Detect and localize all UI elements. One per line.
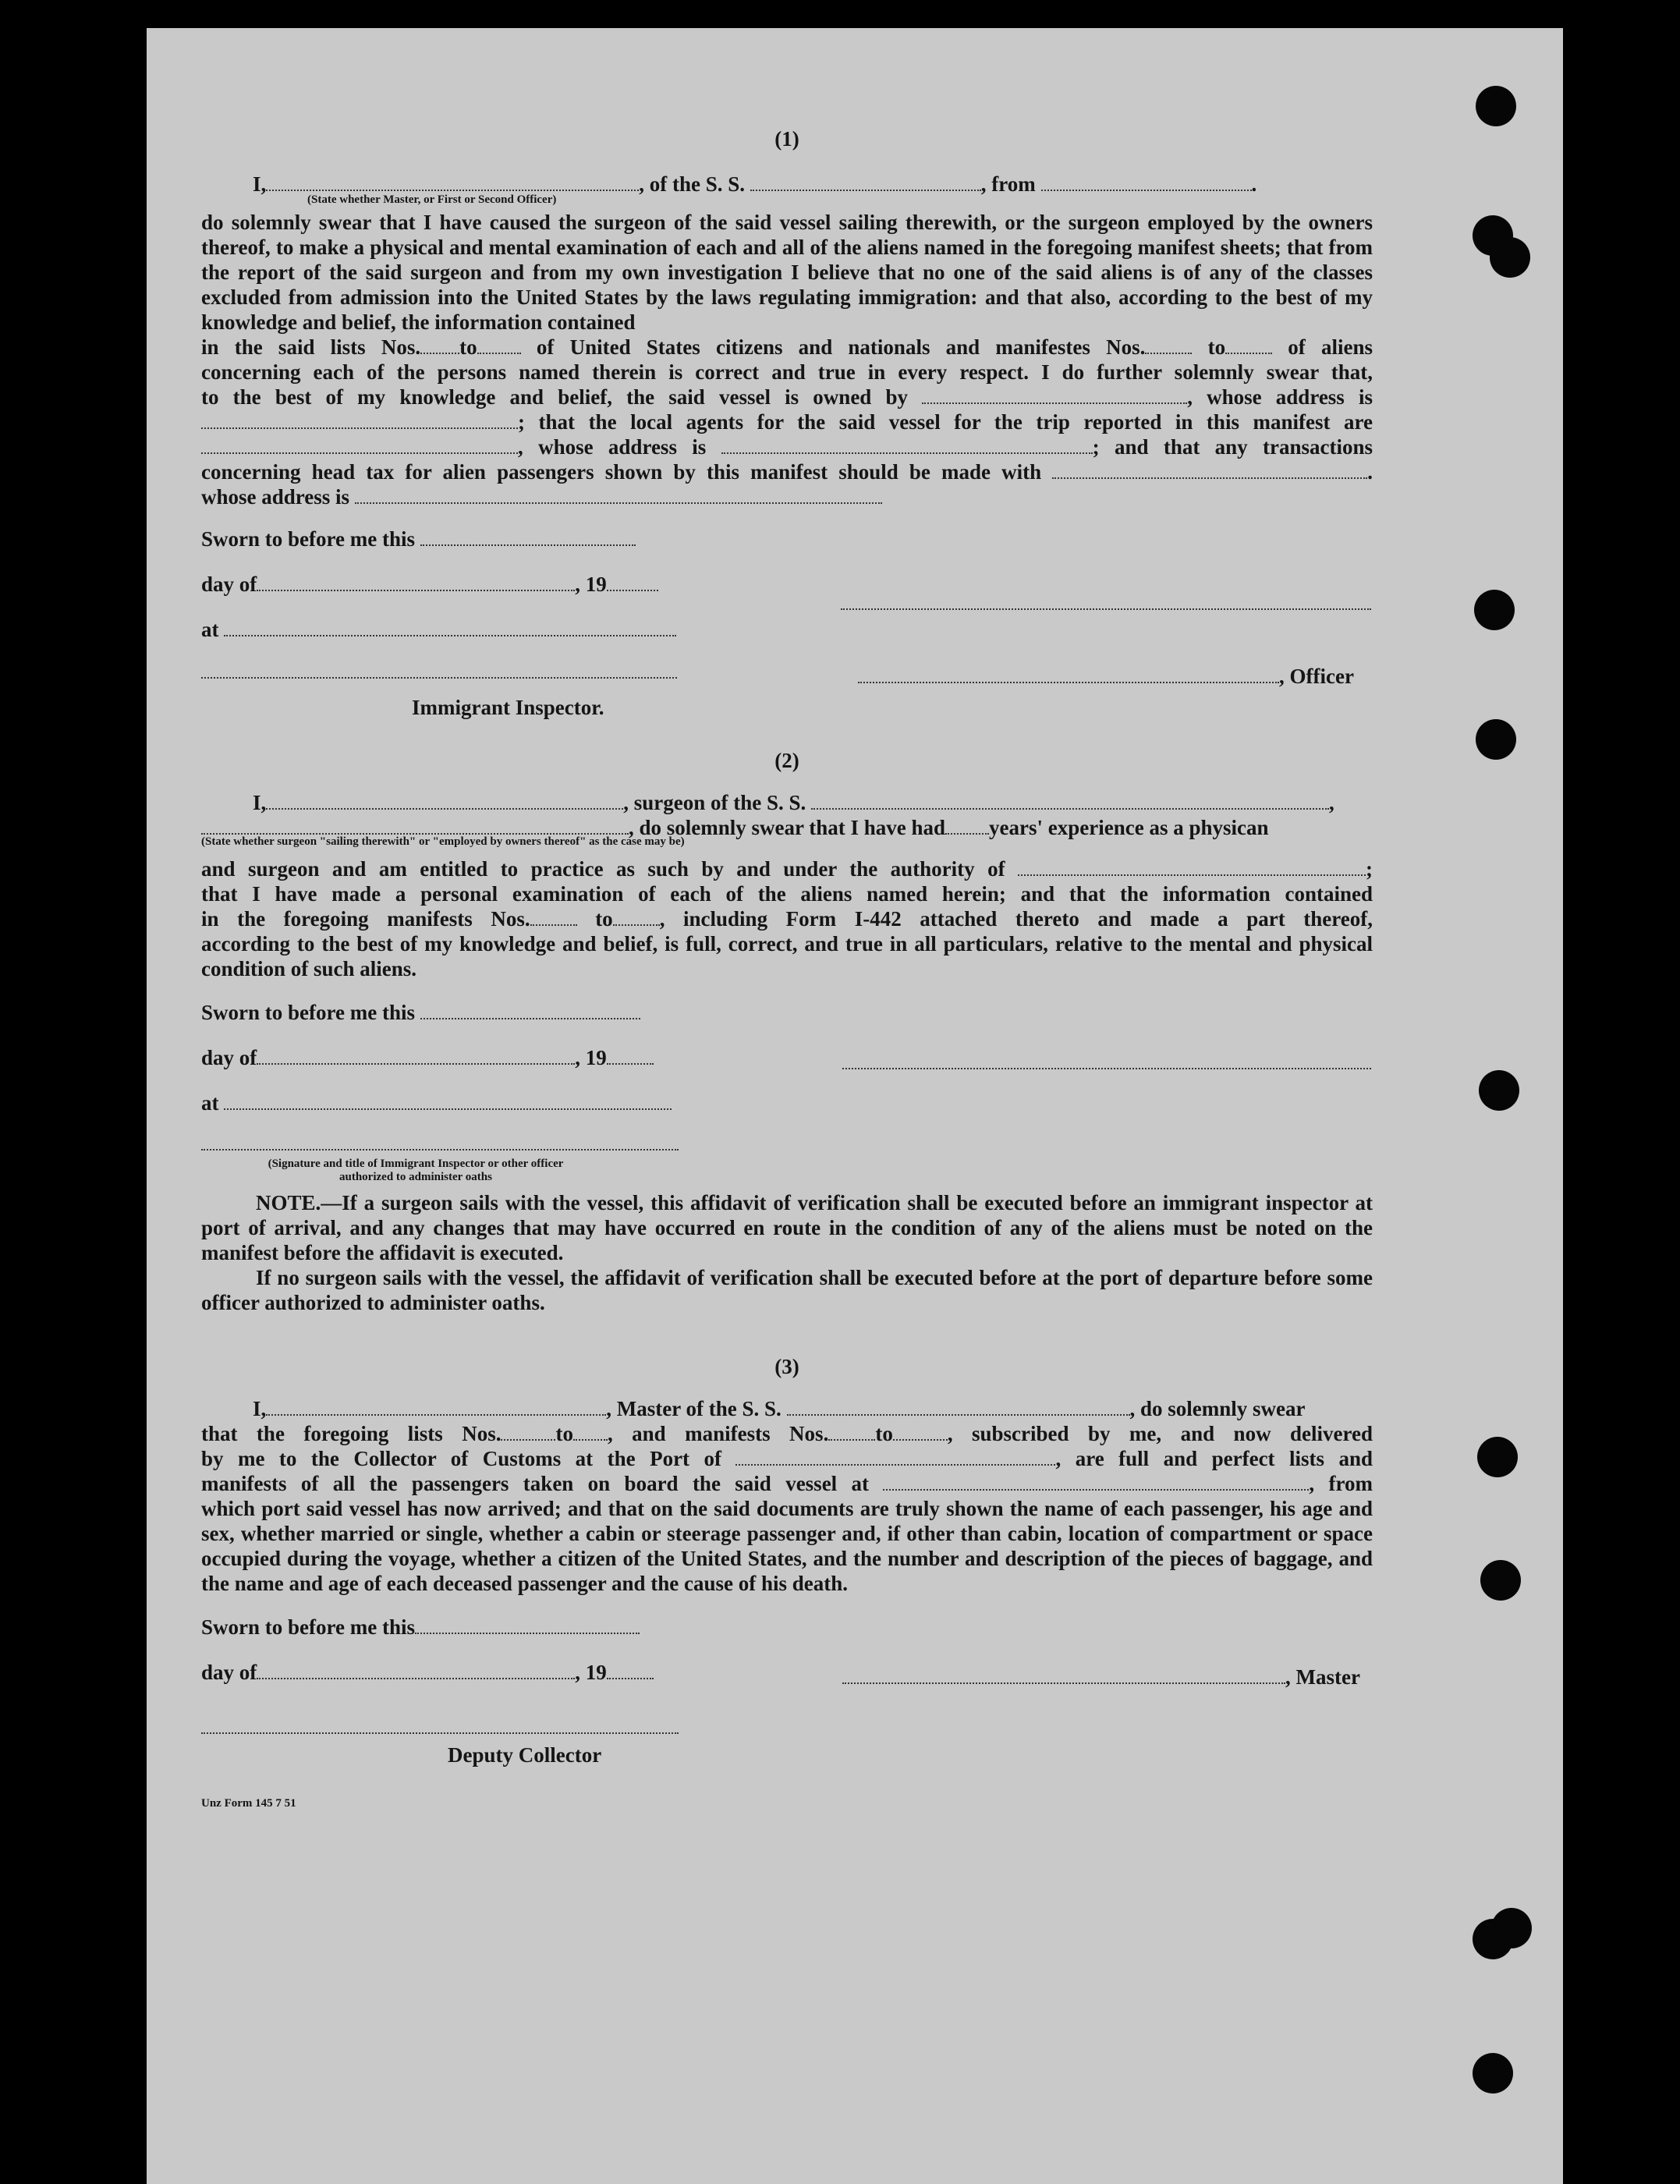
head-tax-field[interactable] [1052,460,1367,479]
day-field[interactable] [257,1046,575,1065]
surgeon-signature-field[interactable] [842,1051,1371,1069]
sworn-date-field[interactable] [420,1001,640,1019]
manifest-from-field[interactable] [828,1422,875,1441]
agents-field[interactable] [201,435,518,454]
punch-hole [1480,1560,1521,1601]
day-field[interactable] [257,573,575,591]
form-body [201,94,1373,1810]
inspector-signature-field[interactable] [201,1132,679,1150]
head-tax-address-field[interactable] [355,485,882,504]
manifest-to-field[interactable] [613,907,660,926]
list-from-field[interactable] [420,335,459,354]
oath-line: , do solemnly swear that I have had years' experience as a physican [201,815,1373,840]
surgeon-status-field[interactable] [201,816,629,835]
authority-field[interactable] [1018,857,1366,876]
oath-paragraph: according to the best of my knowledge and belief, is full, correct, and true in all particulars, relative to the mental and physical condition of such aliens. [201,932,1373,980]
inspector-label: Immigrant Inspector. [412,696,604,719]
list-from-field[interactable] [501,1422,555,1441]
owner-field[interactable] [922,385,1187,404]
signature-block: Sworn to before me this day of , 19 at , Officer Immigrant Inspector. [201,526,1373,737]
oath-paragraph: do solemnly swear that I have caused the surgeon of the said vessel sailing therewith, or the surgeon employed by the owners thereof, to make a physical and mental examination of each and all of the aliens named in the foregoing manifest sheets; that from the report of the said surgeon and from my own investigation I believe that no one of the said aliens is of any of the classes excluded from admission into the United States by the laws regulating immigration: and that also, according to the best of my knowledge and belief, the information contained [201,211,1373,334]
inspector-signature-field[interactable] [201,660,677,679]
from-field[interactable] [1041,172,1252,191]
punch-hole [1476,719,1516,760]
oath-line: I, , surgeon of the S. S. , [253,791,1334,814]
oath-line: that the foregoing lists Nos. to , and manifests Nos. to , subscribed by me, and now delivered [201,1422,1373,1445]
owner-address-field[interactable] [201,410,518,429]
oath-line: ; that the local agents for the said vessel for the trip reported in this manifest are [201,410,1373,434]
vessel-field[interactable] [787,1397,1130,1416]
agents-address-field[interactable] [721,435,1093,454]
year-field[interactable] [607,1661,654,1679]
punch-hole [1474,590,1515,630]
surgeon-name-field[interactable] [266,791,623,810]
oath-line: that I have made a personal examination of each of the aliens named herein; and that the information contained [201,882,1373,906]
officer-field[interactable] [858,665,1279,683]
list-to-field[interactable] [573,1422,608,1441]
document-page [147,28,1563,2184]
oath-line: by me to the Collector of Customs at the Port of , are full and perfect lists and [201,1447,1373,1470]
field-note: (State whether Master, or First or Second Officer) [307,193,557,206]
day-field[interactable] [257,1661,575,1679]
oath-line: concerning each of the persons named therein is correct and true in every respect. I do further solemnly swear that, [201,360,1373,384]
signature-note: (Signature and title of Immigrant Inspector or other officer authorized to administer oaths [268,1158,564,1183]
deputy-label: Deputy Collector [448,1743,602,1767]
manifest-from-field[interactable] [530,907,577,926]
signature-block: Sworn to before me this day of , 19 at (Signature and title of Immigrant Inspector or other officer authorized to administer oaths [201,1000,1373,1184]
years-field[interactable] [945,816,989,835]
oath-line: , whose address is ; and that any transactions [201,434,1373,459]
oath-line: whose address is [201,484,1373,509]
boarding-port-field[interactable] [883,1472,1309,1491]
punch-hole [1479,1070,1519,1111]
oath-line: concerning head tax for alien passengers shown by this manifest should be made with . [201,460,1373,484]
section-number: (1) [774,127,799,151]
oath-line: I, , of the S. S. , from . [253,172,1257,196]
section-number: (2) [774,749,799,772]
punch-hole [1473,2053,1513,2094]
punch-hole [1477,1437,1518,1477]
oath-line: to the best of my knowledge and belief, the said vessel is owned by , whose address is [201,385,1373,409]
note-paragraph: If no surgeon sails with the vessel, the affidavit of verification shall be executed before at the port of departure before some officer authorized to administer oaths. [201,1266,1373,1314]
oath-line: in the said lists Nos. to of United States citizens and nationals and manifestes Nos. to of aliens [201,335,1373,359]
oath-line: manifests of all the passengers taken on board the said vessel at , from [201,1472,1373,1495]
location-field[interactable] [224,1091,672,1110]
manifest-from-field[interactable] [1145,335,1192,354]
oath-line: and surgeon and am entitled to practice as such by and under the authority of ; [201,857,1373,881]
punch-hole [1490,237,1530,278]
manifest-to-field[interactable] [893,1422,948,1441]
name-field[interactable] [266,172,639,191]
year-field[interactable] [607,573,658,591]
signature-field[interactable] [841,591,1371,610]
section-number: (3) [774,1355,799,1378]
sworn-date-field[interactable] [415,1615,640,1634]
note-paragraph: NOTE.—If a surgeon sails with the vessel, this affidavit of verification shall be executed before an immigrant inspector at port of arrival, and any changes that may have occurred en route in the condition of any of the aliens must be noted on the manifest before the affidavit is executed. [201,1191,1373,1264]
vessel-field[interactable] [750,172,981,191]
field-note: (State whether surgeon "sailing therewith" or "employed by owners thereof" as the case may be) [201,835,685,848]
signature-block: Sworn to before me this day of , 19 , Master Deputy Collector [201,1615,1360,1767]
year-field[interactable] [607,1046,654,1065]
master-name-field[interactable] [266,1397,606,1416]
location-field[interactable] [224,618,676,636]
list-to-field[interactable] [477,335,521,354]
punch-hole [1491,1908,1532,1948]
deputy-signature-field[interactable] [201,1715,679,1734]
sworn-date-field[interactable] [420,527,636,546]
oath-line: I, , Master of the S. S. , do solemnly swear [253,1397,1306,1420]
punch-hole [1476,86,1516,126]
oath-paragraph: which port said vessel has now arrived; and that on the said documents are truly shown the name of each passenger, his age and sex, whether married or single, whether a cabin or steerage passenger and, if other than cabin, location of compartment or space occupied during the voyage, whether a citizen of the United States, and the number and description of the pieces of baggage, and the name and age of each deceased passenger and the cause of his death. [201,1497,1373,1595]
oath-line: in the foregoing manifests Nos. to , including Form I-442 attached thereto and made a part thereof, [201,907,1373,931]
port-field[interactable] [735,1447,1055,1466]
form-number: Unz Form 145 7 51 [201,1797,296,1810]
manifest-to-field[interactable] [1225,335,1272,354]
vessel-field[interactable] [811,791,1329,810]
master-signature-field[interactable] [842,1665,1285,1684]
